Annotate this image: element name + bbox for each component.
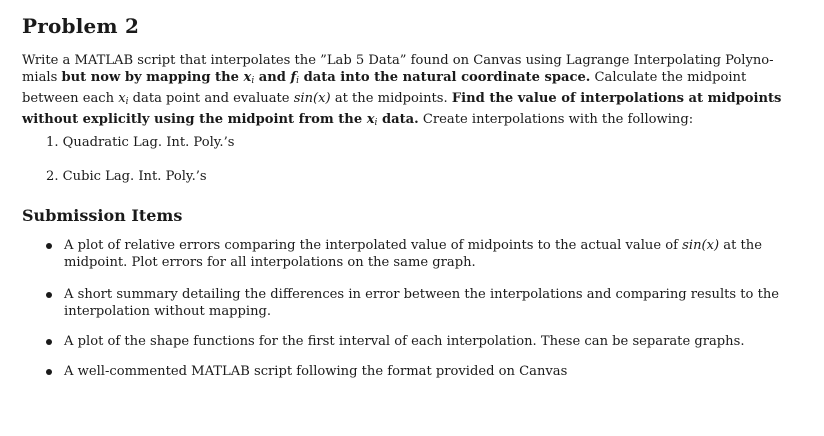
bullet-text: A well-commented MATLAB script following the format provided on Canvas — [64, 364, 568, 379]
math-x-var: x — [118, 91, 126, 106]
math-sin-x: sin(x) — [293, 91, 331, 106]
bullet-text: A plot of the shape functions for the first interval of each interpolation. These can be separate graphs. — [64, 334, 745, 349]
math-x-var: x — [366, 112, 375, 127]
math-subscript-i: i — [296, 76, 300, 86]
math-sin-x: sin(x) — [682, 238, 720, 253]
list-item: 2. Cubic Lag. Int. Poly.’s — [46, 169, 207, 184]
problem-description — [22, 52, 792, 132]
intro-text-1: Write a MATLAB script that interpolates the ”Lab 5 Data” found on Canvas using Lagrange Interpolating Polyno-mials — [22, 53, 774, 85]
bullet-icon — [46, 292, 52, 298]
bullet-text: A short summary detailing the differences in error between the interpolations and comparing results to the interpolation without mapping. — [64, 287, 780, 319]
submission-heading: Submission Items — [22, 206, 183, 225]
bullet-icon — [46, 339, 52, 345]
intro-bold-4: Find the value of interpolations at midpoints without explicitly using the midpoint from the — [22, 91, 782, 127]
bullet-icon — [46, 369, 52, 375]
intro-text-5: Create interpolations with the following: — [418, 112, 694, 127]
bullet-icon — [46, 243, 52, 249]
bullet-text-part: A plot of relative errors comparing the interpolated value of midpoints to the actual value of — [64, 238, 683, 253]
math-subscript-i: i — [125, 97, 129, 107]
math-subscript-i: i — [374, 118, 378, 128]
intro-bold-5: data. — [377, 112, 419, 127]
intro-bold-1: but now by mapping the — [61, 70, 244, 85]
intro-text-3: data point and evaluate — [128, 91, 294, 106]
list-item: 1. Quadratic Lag. Int. Poly.’s — [46, 135, 235, 150]
bullet-text-part: at the midpoint. Plot errors for all interpolations on the same graph. — [64, 238, 762, 270]
intro-text-4: at the midpoints. — [330, 91, 452, 106]
math-f-var: f — [290, 70, 297, 85]
math-subscript-i: i — [251, 76, 255, 86]
problem-title: Problem 2 — [22, 14, 140, 38]
intro-bold-2: and — [254, 70, 291, 85]
intro-bold-3: data into the natural coordinate space. — [299, 70, 591, 85]
math-x-var: x — [243, 70, 252, 85]
intro-text-2: Calculate the midpoint between each — [22, 70, 747, 106]
bullet-text — [64, 237, 786, 271]
